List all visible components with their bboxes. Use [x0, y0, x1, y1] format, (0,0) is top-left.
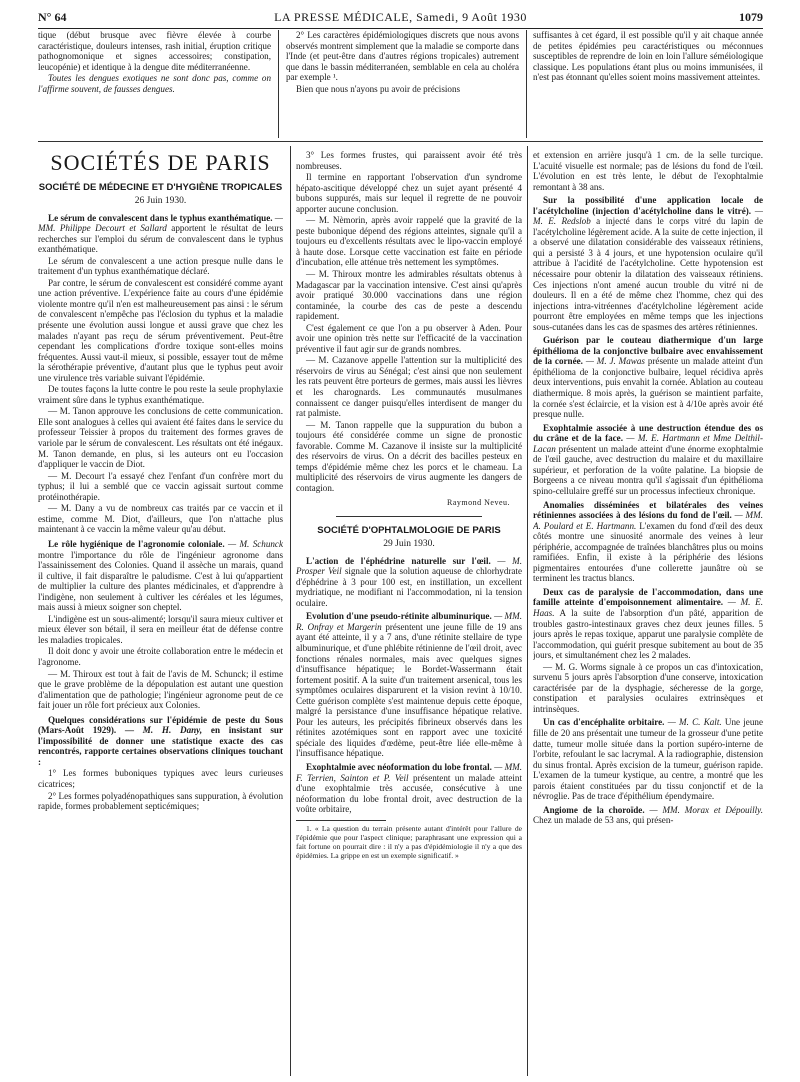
paragraph: — M. Cazanove appelle l'attention sur la multiplicité des réservoirs de virus au Sénégal; c'est ainsi que non seulement les rats peuvent être porteurs de germes, mais aussi les lièvres et les charognards. Les communautés musulmanes connaissent ce danger puisqu'elles interdisent de manger du rat palmiste.	[296, 355, 522, 419]
article-title: Angiome de la choroïde.	[543, 804, 645, 815]
society-heading: SOCIÉTÉ DE MÉDECINE ET D'HYGIÈNE TROPICALES	[38, 182, 283, 193]
article-authors: — M. Prosper Veil	[296, 555, 522, 577]
article-authors: — MM. A. Poulard et E. Hartmann.	[533, 510, 763, 531]
article-title: L'action de l'éphédrine naturelle sur l'œil.	[306, 555, 491, 566]
paragraph: Il doit donc y avoir une étroite collaboration entre le médecin et l'agronome.	[38, 646, 283, 667]
article-title: Deux cas de paralysie de l'accommodation, dans une famille atteinte d'empoisonnement alimentaire.	[533, 586, 763, 608]
article-text: signale que la solution aqueuse de chlorhydrate d'éphédrine à 3 pour 100 est, en instillation, un excellent mydriatique, ne modifiant ni l'accommodation, ni la tension oculaire.	[296, 566, 522, 608]
article-text: présente un malade atteint d'un épithélioma de la conjonctive bulbaire, lequel récidiva après deux interventions, puis envahit la cornée. Ablation au couteau diathermique. 8 mois après, la guérison se maintient parfaite, la cornée s'est éclaircie, et la vision est à 4/10e après avoir été presque nulle.	[533, 356, 763, 420]
column-rule	[526, 30, 527, 138]
section-rule	[38, 141, 763, 142]
main-heading: SOCIÉTÉS DE PARIS	[50, 150, 271, 175]
article-text: présentent un malade atteint d'une énorme exophtalmie de l'œil gauche, avec destruction du malaire et du maxillaire supérieur, et perforation de la voûte palatine. La biopsie de Borgeens a ce niveau montra qu'il s'agissait d'un épithélioma spino-cellulaire greffé sur un processus infectieux chronique.	[533, 443, 763, 496]
session-date: 26 Juin 1930.	[134, 196, 187, 206]
article-title: Quelques considérations sur l'épidémie de peste du Sous (Mars-Août 1929).	[38, 714, 283, 736]
paragraph: — M. Dany a vu de nombreux cas traités par ce vaccin et il estime, comme M. Diot, d'ailleurs, que l'on n'attache plus maintenant à ce vaccin la même valeur qu'au début.	[38, 503, 283, 535]
article-title: Un cas d'encéphalite orbitaire.	[543, 717, 665, 728]
column-rule	[290, 146, 291, 1076]
paragraph: — M. Thiroux est tout à fait de l'avis de M. Schunck; il estime que le grave problème de la dépopulation est autant une question d'alimentation que de pathologie; l'ingénieur agronome peut de ce fait jouer un rôle fort précieux aux Colonies.	[38, 668, 283, 711]
paragraph: et extension en arrière jusqu'à 1 cm. de la selle turcique. L'acuité visuelle est normale; pas de lésions du fond de l'œil. L'évolution en est très lente, le début de l'exophtalmie remontant à 38 ans.	[533, 150, 763, 192]
session-date: 29 Juin 1930.	[383, 539, 435, 550]
paragraph: Par contre, le sérum de convalescent est considéré comme ayant une action préventive. L'expérience faite au cours d'une épidémie violente montre qu'il n'en est malheureusement pas ainsi : le sérum de convalescent n'empêche pas l'éclosion du typhus et la maladie présente une évolution aussi longue et aussi grave que chez les malades n'ayant pas reçu de sérum préventivement. Peut-être cependant les complications d'ordre toxique sont-elles moins fréquentes. Aussi vaut-il mieux, si possible, essayer tout de même la sérothérapie préventive, d'autant plus que le typhus peut avoir une virulence très variable suivant l'épidémie.	[38, 277, 283, 383]
paragraph: 2° Les caractères épidémiologiques discrets que nous avons observés montrent simplement que la maladie se comporte dans l'Inde (et peut-être dans d'autres régions tropicales) autrement que dans le bassin méditerranéen, semblable en cela au choléra par exemple ¹.	[286, 30, 519, 83]
column-a	[38, 146, 283, 1076]
article-title: Evolution d'une pseudo-rétinite albuminurique.	[306, 611, 492, 622]
article-text: Chez un malade de 53 ans, qui présen-	[533, 815, 674, 826]
column-rule	[278, 30, 279, 138]
paragraph: C'est également ce que l'on a pu observer à Aden. Pour avoir une opinion très nette sur l'efficacité de la vaccination préventive il faut agir sur de grands nombres.	[296, 322, 522, 354]
issue-number: N° 64	[38, 10, 67, 24]
article-title: Sur la possibilité d'une application locale de l'acétylcholine (injection d'acétylcholine dans le vitré).	[533, 195, 763, 216]
article-authors: — MM. Philippe Decourt et Sallard	[38, 212, 283, 234]
paragraph: — M. Thiroux montre les admirables résultats obtenus à Madagascar par la vaccination intensive. C'est ainsi qu'après avoir pratiqué 30.000 vaccinations dans une région contaminée, la courbe des cas de peste a descendu rapidement.	[296, 269, 522, 322]
top-column-1	[38, 30, 271, 138]
article-authors: — M. J. Mawas	[585, 356, 645, 367]
column-c	[533, 150, 763, 1076]
paragraph: — M. G. Worms signale à ce propos un cas d'intoxication, survenu 5 jours après l'absorption d'une conserve, intoxication caractérisée par de la dysphagie, sécheresse de la gorge, constipation et paralysies oculaires extrinsèques et intrinsèques.	[533, 661, 763, 714]
journal-title: LA PRESSE MÉDICALE, Samedi, 9 Août 1930	[274, 10, 527, 24]
article-text: montre l'importance du rôle de l'ingénieur agronome dans l'assainissement des Colonies. Quand il assèche un marais, quand il cultive, il fait disparaître le paludisme. C'est à lui qu'appartient de multiplier la culture des plantes médicinales, et d'apprendre à l'indigène, non seulement à cultiver les céréales et les légumes, mais aussi à mieux soigner son cheptel.	[38, 549, 283, 613]
article-text: présentent une jeune fille de 19 ans ayant été atteinte, il y a 7 ans, d'une rétinite stellaire de type albuminurique, et d'une phlébite rétinienne de l'œil droit, avec fonctions rénales normales, mais avec quelques signes d'insuffisance hépatique; le Bordet-Wassermann était fortement positif. A la suite d'un traitement arsenical, tous les symptômes oculaires disparurent et la vision revint à 10/10. Cette guérison complète s'est maintenue depuis cette époque, malgré la persistance d'une insuffisance hépatique relative. Pour les auteurs, les précipités fibrineux observés dans les rétinites azotémiques sont en rapport avec une toxicité spéciale des liquides d'œdème, peut-être liée elle-même à l'insuffisance hépatique.	[296, 621, 522, 759]
article-authors: — M. E. Hartmann et Mme Delthil-Lacan	[533, 433, 763, 454]
footnote: 1. « La question du terrain présente autant d'intérêt pour l'allure de l'épidémie que pour l'aspect clinique; paraphrasant une expression qui a fait fortune on pourrait dire : il n'y a pas d'épidémiologie il n'y a que des épidémies. La grippe en est un exemple significatif. »	[296, 823, 522, 860]
article-text: L'examen du fond d'œil des deux côtés montre une sinuosité anormale des veines à leur périphérie, accompagnée de traînées blanchâtres plus ou moins ramifiées. Enfin, il existe à la périphérie des lésions pigmentaires entourées d'une collerette jaunâtre où se terminent les tractus blancs.	[533, 520, 763, 584]
paragraph: 2° Les formes polyadénopathiques sans suppuration, à évolution rapide, formes probablement septicémiques;	[38, 790, 283, 812]
paragraph: — M. Tanon rappelle que la suppuration du bubon a toujours été considérée comme un signe de pronostic favorable. Comme M. Cazanove il insiste sur la multiplicité des réservoirs de virus. On a décrit des bacilles pesteux en temps d'épidémie même chez les porcs et le chameau. La multiplicité des réservoirs de virus augmente les dangers de contagion.	[296, 419, 522, 493]
paragraph: Le sérum de convalescent a une action presque nulle dans le traitement d'un typhus exanthématique déclaré.	[38, 255, 283, 277]
paragraph: Il termine en rapportant l'observation d'un syndrome hépato-ascitique développé chez un sujet ayant présenté 4 bubons suppurés, mais sur lequel il regrette de ne pouvoir apporter aucune conclusion.	[296, 172, 522, 214]
paragraph: suffisantes à cet égard, il est possible qu'il y ait chaque année de petites épidémies peu caractéristiques ou méconnues susceptibles de reprendre de loin en loin l'allure séméiologique classique. Les populations étant plus ou moins immunisées, il n'est pas étonnant qu'elles soient moins massivement atteintes.	[533, 30, 763, 83]
article-title: Anomalies disséminées et bilatérales des veines rétiniennes associées à des lésions du fond de l'œil.	[533, 499, 763, 521]
paragraph: tique (début brusque avec fièvre élevée à courbe caractéristique, douleurs intenses, rash initial, éruption critique pathognomonique et signes accessoires; constipation, leucopénie) et identique à la dengue dite méditerranéenne.	[38, 30, 271, 72]
top-column-2	[286, 30, 519, 138]
paragraph: — M. Decourt l'a essayé chez l'enfant d'un confrère mort du typhus; il lui a semblé que ce vaccin agissait surtout comme protéinothérapie.	[38, 470, 283, 502]
paragraph: De toutes façons la lutte contre le pou reste la seule prophylaxie vraiment sûre dans le typhus exanthématique.	[38, 384, 283, 405]
paragraph: Bien que nous n'ayons pu avoir de précisions	[296, 83, 461, 94]
article-title: Le rôle hygiénique de l'agronomie coloniale.	[48, 538, 225, 549]
paragraph: 1° Les formes buboniques typiques avec leurs curieuses cicatrices;	[38, 768, 283, 789]
article-title: Exophtalmie avec néoformation du lobe frontal.	[306, 761, 492, 772]
article-authors: — MM. R. Onfray et Margerin	[296, 611, 522, 632]
article-title: Le sérum de convalescent dans le typhus exanthématique.	[48, 212, 273, 223]
society-heading: SOCIÉTÉ D'OPHTALMOLOGIE DE PARIS	[317, 525, 501, 537]
column-b	[296, 150, 522, 1076]
paragraph: — M. Nèmorin, après avoir rappelé que la gravité de la peste bubonique dépend des régions atteintes, signale qu'il a toujours eu d'excellents résultats avec le lipo-vaccin employé à haute dose. Lorsque cette vaccination est faite en période d'incubation, elle atténue très nettement les symptômes.	[296, 215, 522, 268]
article-authors: — M. E. Haas.	[533, 597, 763, 618]
article-text: présentent un malade atteint d'une exophtalmie très accusée, consécutive à une néoformation du lobe frontal droit, avec destruction de la voûte orbitaire,	[296, 772, 522, 815]
signature: Raymond Neveu.	[447, 497, 510, 507]
paragraph: L'indigène est un sous-alimenté; lorsqu'il saura mieux cultiver et mieux élever son bétail, il sera en meilleur état de défense contre les maladies tropicales.	[38, 613, 283, 645]
article-authors: — MM. Morax et Dépouilly.	[649, 804, 763, 815]
paragraph: Toutes les dengues exotiques ne sont donc pas, comme on l'affirme souvent, de fausses dengues.	[38, 73, 271, 94]
article-authors: — M. Schunck	[228, 538, 283, 549]
page-number: 1079	[739, 10, 763, 24]
article-text: apportent le résultat de leurs recherches sur l'emploi du sérum de convalescent dans le typhus exanthématique.	[38, 223, 283, 255]
article-text: Une jeune fille de 20 ans présentait une tumeur de la grosseur d'une petite datte, tumeur molle située dans la portion supéro-interne de l'orbite, refoulant le sac lacrymal. A la radiographie, distension du sinus frontal. Après excision de la tumeur, guérison rapide. L'examen de la tumeur kystique, au centre, a montré que les parois étaient constituées par du tissu conjonctif et de la névroglie. Pas de trace d'épithélium épendymaire.	[533, 717, 763, 802]
article-title: Guérison par le couteau diathermique d'un large épithélioma de la conjonctive bulbaire avec envahissement de la cornée.	[533, 335, 763, 367]
column-rule	[527, 146, 528, 1076]
article-text: a injecté dans le corps vitré du lapin de l'acétylcholine légèrement acide. A la suite de cette injection, il a observé une dilatation considérable des vaisseaux rétiniens, qui a persisté 3 à 4 jours, et une hypotension oculaire qu'il attribue à l'acidité de l'acétylcholine. Cette hypotension est nécessaire pour obtenir la dilatation des vaisseaux rétiniens. Ces injections n'ont amené aucun trouble du vitré ni de douleurs. Il en a été de même chez l'homme, chez qui des injections intra-vitréennes d'acétylcholine légèrement acide pourront être employées en même temps que les injections sous-cutanées dans les cas de spasmes des artères rétiniennes.	[533, 216, 763, 332]
article-authors: — M. H. Dany,	[124, 725, 203, 736]
article-authors: — MM. F. Terrien, Sainton et P. Veil	[296, 761, 522, 783]
article-title: Exophtalmie associée à une destruction étendue des os du crâne et de la face.	[533, 422, 763, 444]
article-authors: — M. E. Redslob	[533, 205, 763, 227]
top-column-3	[533, 30, 763, 138]
article-authors: — M. C. Kalt.	[667, 717, 722, 728]
running-header	[38, 6, 763, 29]
paragraph: 3° Les formes frustes, qui paraissent avoir été très nombreuses.	[296, 150, 522, 171]
footnote-rule	[296, 820, 386, 821]
paragraph: — M. Tanon approuve les conclusions de cette communication. Elle sont analogues à celles qui avaient été faites dans le service du professeur Teissier à propos du traitement des formes graves de variole par le sérum de convalescent. Les résultats ont été inégaux. M. Tanon demande, en plus, si les auteurs ont eu l'occasion d'appliquer le vaccin de Diot.	[38, 406, 283, 470]
article-text: en insistant sur l'impossibilité de donner une statistique exacte des cas rencontrés, rapporte certaines observations cliniques touchant :	[38, 725, 283, 767]
separator-rule	[336, 516, 482, 517]
article-text: A la suite de l'absorption d'un pâté, apparition de troubles gastro-intestinaux graves chez deux jeunes filles. 5 jours après le repas toxique, apparut une paralysie complète de l'accommodation, qui guérit presque subitement au bout de 35 jours, et simultanément chez les 2 malades.	[533, 607, 763, 661]
